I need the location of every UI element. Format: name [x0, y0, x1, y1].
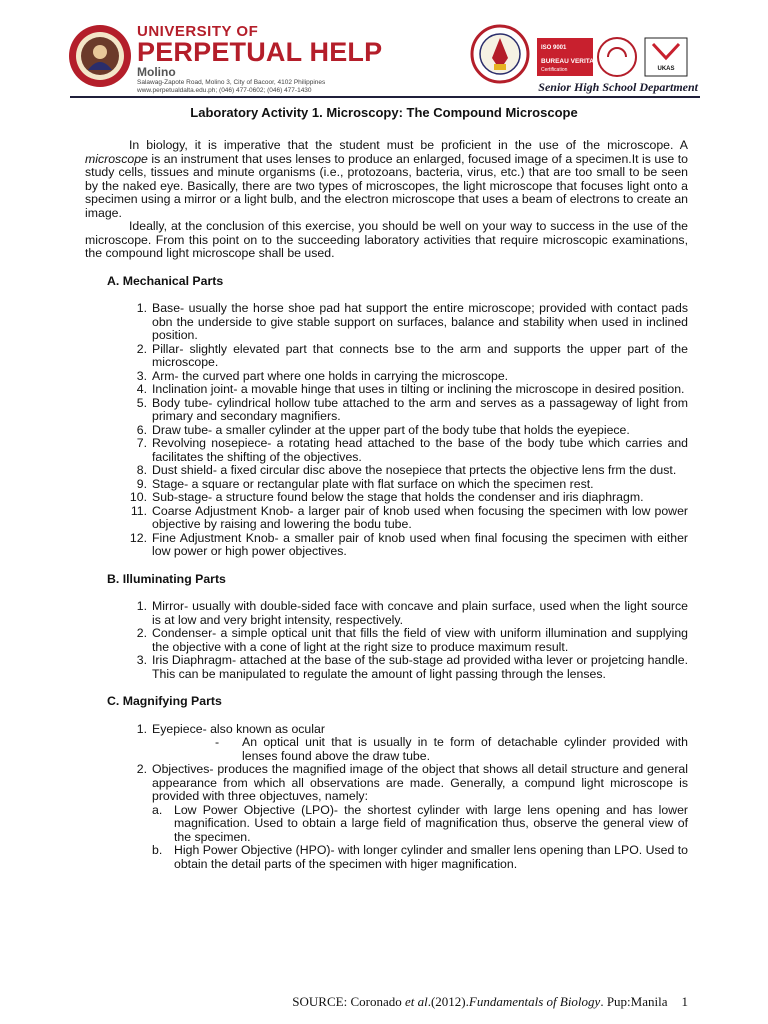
footer-source-book-title: Fundamentals of Biology [468, 994, 601, 1009]
list-item-number: 1. [136, 301, 147, 315]
list-item-text: Revolving nosepiece- a rotating head attached to the base of the body tube which carries and facilitates the shifting of the objectives. [152, 436, 688, 464]
list-item-text: Mirror- usually with double-sided face with concave and plain surface, used when the light source is at low and very bright intensity, respectively. [152, 599, 688, 627]
list-item [85, 723, 688, 737]
campus-name: Molino [137, 65, 176, 79]
list-item-number: 2. [136, 762, 147, 776]
section-heading-illuminating: B. Illuminating Parts [107, 571, 226, 586]
cert-iso-label: ISO 9001 [541, 45, 567, 51]
header-rule [70, 96, 700, 98]
list-item [85, 532, 688, 559]
section-heading-magnifying: C. Magnifying Parts [107, 694, 222, 708]
university-contact: www.perpetualdalta.edu.ph; (046) 477-0602; (046) 477-1430 [137, 87, 312, 94]
list-item [85, 654, 688, 681]
list-item-text: Coarse Adjustment Knob- a larger pair of knob used when focusing the specimen with low power objective by raising and lowering the bodu tube. [152, 503, 688, 531]
list-item-number: 2. [136, 626, 147, 640]
page-header [0, 0, 768, 100]
intro-paragraph-1 [85, 139, 688, 220]
list-item-text: Body tube- cylindrical hollow tube attached to the arm and serves as a passageway of light from primary and secondary magnifiers. [152, 395, 688, 423]
list-item-text: Eyepiece- also known as ocular [152, 721, 325, 736]
magnifying-parts-list [85, 723, 688, 737]
intro-paragraph-2: Ideally, at the conclusion of this exercise, you should be well on your way to success in the use of the microscope. From this point on to the succeeding laboratory activities that require microscopic examinations, the compound light microscope shall be used. [85, 219, 688, 260]
list-item-number: 4. [136, 382, 147, 396]
objective-subitem-lpo [85, 804, 688, 845]
list-item-text: Arm- the curved part where one holds in carrying the microscope. [152, 368, 509, 383]
list-item [85, 437, 688, 464]
list-item-text: Stage- a square or rectangular plate with flat surface on which the specimen rest. [152, 476, 594, 491]
university-name-line2: PERPETUAL HELP [137, 37, 383, 67]
list-item-number: 5. [136, 395, 147, 410]
subitem-text: Low Power Objective (LPO)- the shortest cylinder with large lens opening and has lower magnification. Used to obtain a large field of magnification thus, observe the general view of the specimen. [174, 802, 688, 844]
eyepiece-description-text: An optical unit that is usually in te form of detachable cylinder provided with lenses found above the draw tube. [242, 735, 688, 763]
subitem-label: a. [152, 802, 163, 817]
list-item-text: Objectives- produces the magnified image of the object that shows all detail structure and general appearance from which all observations are made. Generally, a compund light microscope is provided with three objectuves, namely: [152, 762, 688, 803]
cert-bv-subtitle: Certification [541, 67, 568, 73]
subitem-label: b. [152, 843, 163, 857]
list-item-number: 2. [136, 341, 147, 356]
list-item-text: Draw tube- a smaller cylinder at the upper part of the body tube that holds the eyepiece. [152, 422, 630, 437]
cert-bureau-veritas-label: BUREAU VERITAS [541, 58, 599, 65]
list-item-number: 8. [136, 463, 147, 477]
intro-term-microscope: microscope [85, 151, 148, 166]
university-name-block [137, 24, 382, 95]
list-item [85, 370, 688, 384]
list-item [85, 763, 688, 804]
list-item-number: 6. [136, 422, 147, 437]
list-item-number: 9. [136, 476, 147, 491]
list-item-number: 3. [136, 368, 147, 383]
certification-logos [537, 36, 689, 78]
document-title: Laboratory Activity 1. Microscopy: The Compound Microscope [190, 105, 578, 120]
list-item [85, 302, 688, 343]
subitem-text: High Power Objective (HPO)- with longer cylinder and smaller lens opening than LPO. Used to obtain the detail parts of the specimen with higer magnification. [174, 843, 688, 871]
list-item-number: 10. [129, 490, 147, 504]
list-item [85, 505, 688, 532]
page-footer [0, 994, 688, 1010]
list-item-text: Sub-stage- a structure found below the stage that holds the condenser and iris diaphragm. [152, 490, 644, 504]
cert-ukas-label: UKAS [657, 66, 675, 72]
magnifying-parts-list-continued [85, 763, 688, 804]
intro-text-pre: In biology, it is imperative that the student must be proficient in the use of the microscope. A [129, 138, 688, 152]
senior-high-school-logo [470, 24, 530, 84]
mechanical-parts-list [85, 302, 688, 559]
footer-source-pre: SOURCE: Coronado [292, 994, 405, 1009]
footer-source-etal: et al [404, 994, 428, 1009]
list-item-number: 11. [130, 503, 147, 518]
list-item [85, 397, 688, 424]
university-address: Salawag-Zapote Road, Molino 3, City of Bacoor, 4102 Philippines [137, 79, 326, 86]
section-heading-mechanical: A. Mechanical Parts [107, 273, 224, 288]
list-item-text: Fine Adjustment Knob- a smaller pair of knob used when final focusing the specimen with either low power or high power objectives. [152, 530, 688, 558]
objective-subitem-hpo [85, 844, 688, 871]
list-item [85, 464, 688, 478]
intro-text-post: is an instrument that uses lenses to produce an enlarged, focused image of a specimen.It is use to study cells, tissues and minute organisms (i.e., protozoans, bacteria, virus, etc.) that are too small to be seen by the naked eye. Basically, there are two types of microscopes, the light microscope that focuses light onto a specimen using a mirror or a light bulb, and the electron microscope that uses a beam of electrons to create an image. [85, 151, 688, 220]
page-number: 1 [681, 994, 688, 1009]
list-item-number: 1. [136, 721, 147, 736]
list-item [85, 478, 688, 492]
illuminating-parts-list [85, 600, 688, 681]
document-body [85, 139, 688, 871]
university-name-line1: UNIVERSITY OF [137, 23, 259, 40]
list-item [85, 383, 688, 397]
list-item-number: 1. [136, 599, 147, 613]
list-item-number: 7. [136, 436, 147, 450]
list-item-text: Pillar- slightly elevated part that connects bse to the arm and supports the upper part of the microscope. [152, 341, 688, 369]
department-name: Senior High School Department [538, 80, 698, 94]
footer-source-publisher: . Pup:Manila [600, 994, 668, 1009]
list-item-text: Condenser- a simple optical unit that fills the field of view with uniform illumination and supplying the objective with a cone of light at the right size to produce maximum result. [152, 626, 688, 654]
list-item-text: Base- usually the horse shoe pad hat support the entire microscope; provided with contact pads obn the underside to give stable support on surfaces, balance and stability when used in inclined position. [152, 301, 688, 342]
list-item-number: 12. [129, 530, 147, 545]
list-item-text: Dust shield- a fixed circular disc above the nosepiece that prtects the objective lens frm the dust. [152, 463, 677, 477]
list-item [85, 600, 688, 627]
list-item-text: Iris Diaphragm- attached at the base of the sub-stage ad provided witha lever or projetcing handle. This can be manipulated to regulate the amount of light passing through the lenses. [152, 653, 688, 681]
list-item-number: 3. [136, 653, 147, 667]
eyepiece-description [85, 736, 688, 763]
university-seal-logo [68, 24, 132, 88]
dash-bullet: - [215, 735, 220, 749]
footer-source-year: .(2012). [427, 994, 469, 1009]
list-item [85, 491, 688, 505]
list-item [85, 627, 688, 654]
list-item [85, 424, 688, 438]
list-item [85, 343, 688, 370]
list-item-text: Inclination joint- a movable hinge that uses in tilting or inclining the microscope in desired position. [152, 382, 685, 396]
